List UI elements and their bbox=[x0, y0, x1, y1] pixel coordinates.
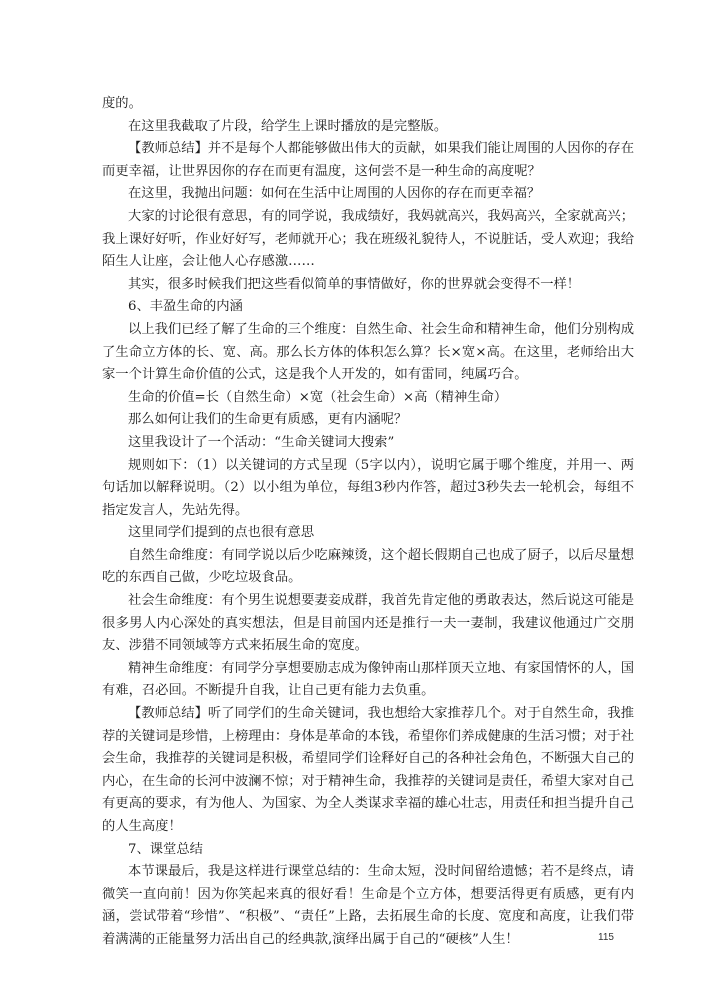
paragraph: 以上我们已经了解了生命的三个维度：自然生命、社会生命和精神生命，他们分别构成了生命立方体的长、宽、高。那么长方体的体积怎么算？长×宽×高。在这里，老师给出大家一个计算生命价值的公式，这是我个人开发的，如有雷同，纯属巧合。 bbox=[102, 321, 634, 383]
paragraph: 自然生命维度：有同学说以后少吃麻辣烫，这个超长假期自己也成了厨子，以后尽量想吃的东西自己做，少吃垃圾食品。 bbox=[102, 547, 634, 586]
paragraph: 大家的讨论很有意思，有的同学说，我成绩好，我妈就高兴，我妈高兴，全家就高兴；我上课好好听，作业好好写，老师就开心；我在班级礼貌待人，不说脏话，受人欢迎；我给陌生人让座，会让他人心存感激…… bbox=[102, 208, 634, 270]
paragraph: 社会生命维度：有个男生说想要妻妾成群，我首先肯定他的勇敢表达，然后说这可能是很多男人内心深处的真实想法，但是目前国内还是推行一夫一妻制，我建议他通过广交朋友、涉猎不同领域等方式来拓展生命的宽度。 bbox=[102, 593, 634, 654]
paragraph: 精神生命维度：有同学分享想要励志成为像钟南山那样顶天立地、有家国情怀的人，国有难，召必回。不断提升自我，让自己更有能力去负重。 bbox=[102, 660, 634, 699]
section-heading: 6、丰盈生命的内涵 bbox=[128, 299, 243, 315]
paragraph: 在这里我截取了片段，给学生上课时播放的是完整版。 bbox=[128, 118, 448, 134]
page-number: 115 bbox=[598, 932, 614, 943]
paragraph: 这里同学们提到的点也很有意思 bbox=[128, 525, 315, 541]
paragraph: 在这里，我抛出问题：如何在生活中让周围的人因你的存在而更幸福？ bbox=[128, 186, 541, 202]
paragraph: 本节课最后，我是这样进行课堂总结的：生命太短，没时间留给遗憾；若不是终点，请微笑一直向前！因为你笑起来真的很好看！生命是个立方体，想要活得更有质感，更有内涵，尝试带着“珍惜”、“积极”、“责任”上路，去拓展生命的长度、宽度和高度，让我们带着满满的正能量努力活出自己的经典款,演绎出属于自己的“硬核”人生！ bbox=[102, 864, 634, 947]
formula: 生命的价值=长（自然生命）×宽（社会生命）×高（精神生命） bbox=[128, 389, 508, 405]
body-text bbox=[102, 93, 634, 952]
section-heading: 7、课堂总结 bbox=[128, 841, 203, 857]
paragraph: 【教师总结】听了同学们的生命关键词，我也想给大家推荐几个。对于自然生命，我推荐的关键词是珍惜，上榜理由：身体是革命的本钱，希望你们养成健康的生活习惯；对于社会生命，我推荐的关键词是积极，希望同学们诠释好自己的各种社会角色，不断强大自己的内心，在生命的长河中波澜不惊；对于精神生命，我推荐的关键词是责任，希望大家对自己有更高的要求，有为他人、为国家、为全人类谋求幸福的雄心壮志，用责任和担当提升自己的人生高度！ bbox=[102, 706, 634, 834]
paragraph: 那么如何让我们的生命更有质感，更有内涵呢？ bbox=[128, 412, 408, 428]
paragraph: 【教师总结】并不是每个人都能够做出伟大的贡献，如果我们能让周围的人因你的存在而更幸福，让世界因你的存在而更有温度，这何尝不是一种生命的高度呢？ bbox=[102, 141, 634, 179]
paragraph: 度的。 bbox=[102, 96, 142, 111]
paragraph: 这里我设计了一个活动：“生命关键词大搜索” bbox=[128, 434, 395, 450]
paragraph: 规则如下：（1）以关键词的方式呈现（5字以内），说明它属于哪个维度，并用一、两句话加以解释说明。（2）以小组为单位，每组3秒内作答，超过3秒失去一轮机会，每组不指定发言人，先站先得。 bbox=[102, 457, 634, 518]
paragraph: 其实，很多时候我们把这些看似简单的事情做好，你的世界就会变得不一样！ bbox=[128, 276, 581, 292]
